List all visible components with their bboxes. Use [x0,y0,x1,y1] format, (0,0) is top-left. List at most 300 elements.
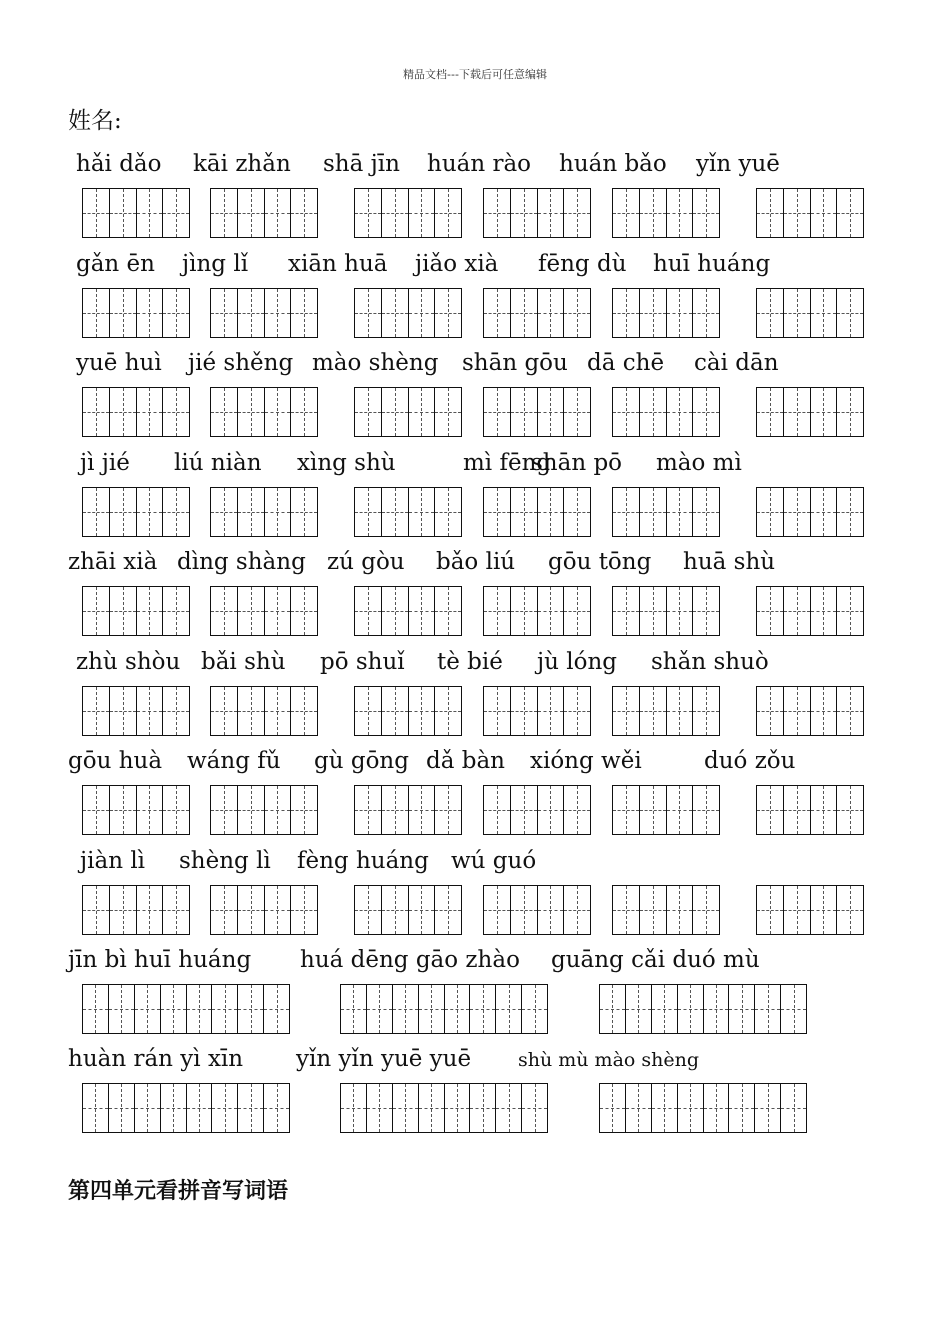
grid-cell [238,289,265,337]
grid-cell [811,786,838,834]
grid-cell [291,388,317,436]
grid-cell [781,985,806,1033]
grid-cell [393,985,419,1033]
grid-cell [265,886,292,934]
grid-cell [445,985,471,1033]
pinyin-label: fèng huáng [297,848,429,874]
grid-cell [837,488,863,536]
pinyin-label: jù lóng [537,649,617,675]
grid-cell [538,687,565,735]
grid-cell [667,587,694,635]
writing-box-2char[interactable] [483,387,591,437]
grid-cell [693,289,719,337]
grid-cell [511,687,538,735]
grid-cell [757,488,784,536]
writing-box-2char[interactable] [756,487,864,537]
grid-cell [137,687,164,735]
writing-box-2char[interactable] [612,487,720,537]
pinyin-label: pō shuǐ [320,649,405,675]
writing-box-2char[interactable] [354,387,462,437]
grid-cell [626,985,652,1033]
grid-cell [265,388,292,436]
section-title: 第四单元看拼音写词语 [68,1178,289,1204]
pinyin-label: gǎn ēn [76,251,155,277]
grid-cell [137,488,164,536]
grid-cell [409,189,436,237]
pinyin-label: shān gōu [462,350,568,376]
writing-box-2char[interactable] [756,885,864,935]
grid-cell [693,786,719,834]
pinyin-label: huàn rán yì xīn [68,1046,244,1072]
pinyin-label: yuē huì [76,350,162,376]
grid-cell [784,687,811,735]
grid-cell [511,786,538,834]
grid-cell [419,1084,445,1132]
grid-cell [538,189,565,237]
grid-cell [109,985,135,1033]
grid-cell [435,289,461,337]
grid-cell [640,189,667,237]
grid-cell [538,388,565,436]
grid-cell [693,488,719,536]
pinyin-label: huán rào [427,151,532,177]
grid-cell [211,388,238,436]
grid-cell [137,587,164,635]
grid-cell [640,786,667,834]
pinyin-label: xìng shù [297,450,396,476]
grid-cell [163,786,189,834]
pinyin-label: jìng lǐ [182,251,249,277]
grid-cell [538,886,565,934]
pinyin-label: shān pō [531,450,623,476]
writing-box-2char[interactable] [354,686,462,736]
grid-cell [811,687,838,735]
grid-cell [83,1084,109,1132]
grid-cell [382,886,409,934]
pinyin-label: xióng wěi [530,748,642,774]
grid-cell [470,985,496,1033]
grid-cell [511,388,538,436]
grid-cell [755,1084,781,1132]
grid-cell [484,786,511,834]
grid-cell [811,488,838,536]
writing-box-2char[interactable] [82,686,190,736]
grid-cell [355,687,382,735]
grid-cell [355,388,382,436]
pinyin-label: gōu huà [68,748,163,774]
writing-box-2char[interactable] [82,885,190,935]
writing-box-2char[interactable] [612,885,720,935]
grid-cell [538,289,565,337]
grid-cell [757,786,784,834]
pinyin-label: wáng fǔ [187,748,281,774]
grid-cell [341,1084,367,1132]
grid-cell [135,1084,161,1132]
grid-cell [110,587,137,635]
grid-cell [341,985,367,1033]
writing-box-4char[interactable] [599,984,807,1034]
pinyin-label: zhāi xià [68,549,158,575]
pinyin-label: fēng dù [538,251,627,277]
writing-box-2char[interactable] [82,785,190,835]
pinyin-label: yǐn yuē [696,151,780,177]
pinyin-label: mào shèng [312,350,439,376]
grid-cell [238,189,265,237]
grid-cell [640,289,667,337]
pinyin-label: mào mì [656,450,742,476]
grid-cell [291,886,317,934]
writing-box-4char[interactable] [599,1083,807,1133]
grid-cell [484,687,511,735]
grid-cell [109,1084,135,1132]
grid-cell [496,985,522,1033]
grid-cell [484,886,511,934]
writing-box-2char[interactable] [82,487,190,537]
grid-cell [367,985,393,1033]
grid-cell [613,687,640,735]
grid-cell [564,388,590,436]
grid-cell [264,1084,289,1132]
grid-cell [811,886,838,934]
grid-cell [409,488,436,536]
grid-cell [163,587,189,635]
writing-box-2char[interactable] [483,586,591,636]
writing-box-2char[interactable] [612,586,720,636]
grid-cell [163,189,189,237]
grid-cell [211,488,238,536]
grid-cell [755,985,781,1033]
writing-box-2char[interactable] [210,288,318,338]
grid-cell [837,289,863,337]
writing-box-2char[interactable] [210,188,318,238]
grid-cell [435,189,461,237]
grid-cell [693,587,719,635]
grid-cell [291,488,317,536]
grid-cell [382,289,409,337]
grid-cell [613,886,640,934]
pinyin-label: wú guó [451,848,537,874]
grid-cell [484,587,511,635]
grid-cell [511,289,538,337]
grid-cell [445,1084,471,1132]
grid-cell [409,388,436,436]
grid-cell [137,886,164,934]
grid-cell [163,687,189,735]
grid-cell [640,388,667,436]
pinyin-label: shù mù mào shèng [518,1049,700,1071]
name-label: 姓名: [68,108,122,134]
grid-cell [693,189,719,237]
grid-cell [538,587,565,635]
writing-box-2char[interactable] [354,785,462,835]
grid-cell [704,985,730,1033]
grid-cell [667,189,694,237]
grid-cell [667,886,694,934]
grid-cell [837,786,863,834]
grid-cell [291,189,317,237]
grid-cell [837,587,863,635]
grid-cell [110,687,137,735]
grid-cell [784,488,811,536]
grid-cell [110,886,137,934]
grid-cell [83,289,110,337]
grid-cell [811,289,838,337]
writing-box-2char[interactable] [612,785,720,835]
grid-cell [496,1084,522,1132]
grid-cell [613,388,640,436]
grid-cell [613,587,640,635]
grid-cell [667,786,694,834]
grid-cell [435,786,461,834]
pinyin-label: kāi zhǎn [193,151,291,177]
grid-cell [265,687,292,735]
writing-box-2char[interactable] [354,288,462,338]
writing-box-2char[interactable] [612,387,720,437]
grid-cell [137,388,164,436]
writing-box-2char[interactable] [82,387,190,437]
writing-box-2char[interactable] [210,586,318,636]
pinyin-label: shèng lì [179,848,271,874]
pinyin-label: duó zǒu [704,748,796,774]
writing-box-4char[interactable] [340,984,548,1034]
grid-cell [238,1084,264,1132]
writing-box-2char[interactable] [354,188,462,238]
pinyin-label: zú gòu [327,549,405,575]
grid-cell [135,985,161,1033]
writing-box-2char[interactable] [483,785,591,835]
grid-cell [409,289,436,337]
grid-cell [511,587,538,635]
grid-cell [626,1084,652,1132]
grid-cell [652,1084,678,1132]
grid-cell [484,189,511,237]
grid-cell [382,786,409,834]
pinyin-label: dā chē [587,350,665,376]
grid-cell [613,289,640,337]
pinyin-label: dǎ bàn [426,748,505,774]
writing-box-2char[interactable] [483,288,591,338]
grid-cell [355,587,382,635]
pinyin-label: cài dān [694,350,779,376]
grid-cell [291,687,317,735]
writing-box-2char[interactable] [354,487,462,537]
grid-cell [564,886,590,934]
grid-cell [409,587,436,635]
grid-cell [693,886,719,934]
grid-cell [640,488,667,536]
grid-cell [837,687,863,735]
pinyin-label: guāng cǎi duó mù [551,947,760,973]
grid-cell [640,886,667,934]
grid-cell [110,786,137,834]
grid-cell [238,388,265,436]
writing-box-2char[interactable] [756,586,864,636]
grid-cell [435,488,461,536]
grid-cell [667,488,694,536]
grid-cell [693,388,719,436]
writing-box-2char[interactable] [354,586,462,636]
grid-cell [784,189,811,237]
grid-cell [409,886,436,934]
grid-cell [678,1084,704,1132]
writing-box-2char[interactable] [483,188,591,238]
pinyin-label: xiān huā [288,251,388,277]
grid-cell [667,687,694,735]
writing-box-2char[interactable] [756,387,864,437]
writing-box-2char[interactable] [756,288,864,338]
grid-cell [83,786,110,834]
grid-cell [211,687,238,735]
grid-cell [811,189,838,237]
grid-cell [355,488,382,536]
grid-cell [435,886,461,934]
grid-cell [511,488,538,536]
writing-box-2char[interactable] [612,288,720,338]
pinyin-label: shǎn shuò [651,649,769,675]
grid-cell [613,189,640,237]
grid-cell [83,189,110,237]
grid-cell [811,587,838,635]
grid-cell [784,289,811,337]
grid-cell [382,587,409,635]
grid-cell [757,687,784,735]
grid-cell [757,189,784,237]
grid-cell [137,289,164,337]
grid-cell [811,388,838,436]
grid-cell [211,587,238,635]
grid-cell [110,289,137,337]
grid-cell [419,985,445,1033]
grid-cell [238,488,265,536]
writing-box-2char[interactable] [210,785,318,835]
writing-box-4char[interactable] [82,1083,290,1133]
grid-cell [163,289,189,337]
grid-cell [757,289,784,337]
grid-cell [522,985,547,1033]
writing-box-2char[interactable] [354,885,462,935]
grid-cell [757,388,784,436]
grid-cell [238,587,265,635]
grid-cell [238,985,264,1033]
grid-cell [613,786,640,834]
writing-box-2char[interactable] [483,487,591,537]
grid-cell [784,388,811,436]
grid-cell [564,786,590,834]
grid-cell [264,985,289,1033]
pinyin-label: bǎo liú [436,549,516,575]
writing-box-2char[interactable] [483,686,591,736]
grid-cell [137,189,164,237]
grid-cell [564,587,590,635]
grid-cell [784,886,811,934]
pinyin-label: hǎi dǎo [76,151,162,177]
grid-cell [600,985,626,1033]
writing-box-2char[interactable] [612,188,720,238]
grid-cell [83,985,109,1033]
writing-box-2char[interactable] [756,686,864,736]
grid-cell [212,985,238,1033]
grid-cell [729,985,755,1033]
grid-cell [600,1084,626,1132]
writing-box-4char[interactable] [82,984,290,1034]
writing-box-2char[interactable] [210,686,318,736]
writing-box-4char[interactable] [340,1083,548,1133]
writing-box-2char[interactable] [210,885,318,935]
grid-cell [837,388,863,436]
grid-cell [211,786,238,834]
grid-cell [538,488,565,536]
grid-cell [212,1084,238,1132]
writing-box-2char[interactable] [756,785,864,835]
grid-cell [564,289,590,337]
writing-box-2char[interactable] [210,387,318,437]
grid-cell [484,388,511,436]
grid-cell [163,886,189,934]
grid-cell [729,1084,755,1132]
pinyin-label: jié shěng [188,350,294,376]
grid-cell [667,388,694,436]
pinyin-label: jiǎo xià [415,251,499,277]
writing-box-2char[interactable] [82,586,190,636]
grid-cell [110,388,137,436]
grid-cell [784,786,811,834]
grid-cell [667,289,694,337]
grid-cell [163,488,189,536]
writing-box-2char[interactable] [82,188,190,238]
pinyin-label: bǎi shù [201,649,286,675]
grid-cell [187,1084,213,1132]
pinyin-label: mì fēng [463,450,552,476]
grid-cell [355,786,382,834]
grid-cell [564,488,590,536]
grid-cell [83,388,110,436]
writing-box-2char[interactable] [756,188,864,238]
writing-box-2char[interactable] [82,288,190,338]
grid-cell [382,189,409,237]
grid-cell [484,488,511,536]
grid-cell [652,985,678,1033]
pinyin-label: jiàn lì [80,848,146,874]
pinyin-label: jì jié [80,450,130,476]
writing-box-2char[interactable] [210,487,318,537]
grid-cell [511,189,538,237]
grid-cell [757,886,784,934]
grid-cell [511,886,538,934]
grid-cell [784,587,811,635]
grid-cell [265,488,292,536]
grid-cell [238,687,265,735]
grid-cell [484,289,511,337]
grid-cell [640,687,667,735]
document-header: 精品文档---下载后可任意编辑 [403,68,547,81]
grid-cell [211,189,238,237]
pinyin-label: liú niàn [174,450,262,476]
pinyin-label: tè bié [437,649,503,675]
grid-cell [435,687,461,735]
grid-cell [704,1084,730,1132]
writing-box-2char[interactable] [483,885,591,935]
writing-box-2char[interactable] [612,686,720,736]
grid-cell [291,587,317,635]
grid-cell [837,189,863,237]
pinyin-label: dìng shàng [177,549,306,575]
grid-cell [382,488,409,536]
grid-cell [678,985,704,1033]
grid-cell [83,488,110,536]
grid-cell [409,687,436,735]
grid-cell [522,1084,547,1132]
grid-cell [163,388,189,436]
